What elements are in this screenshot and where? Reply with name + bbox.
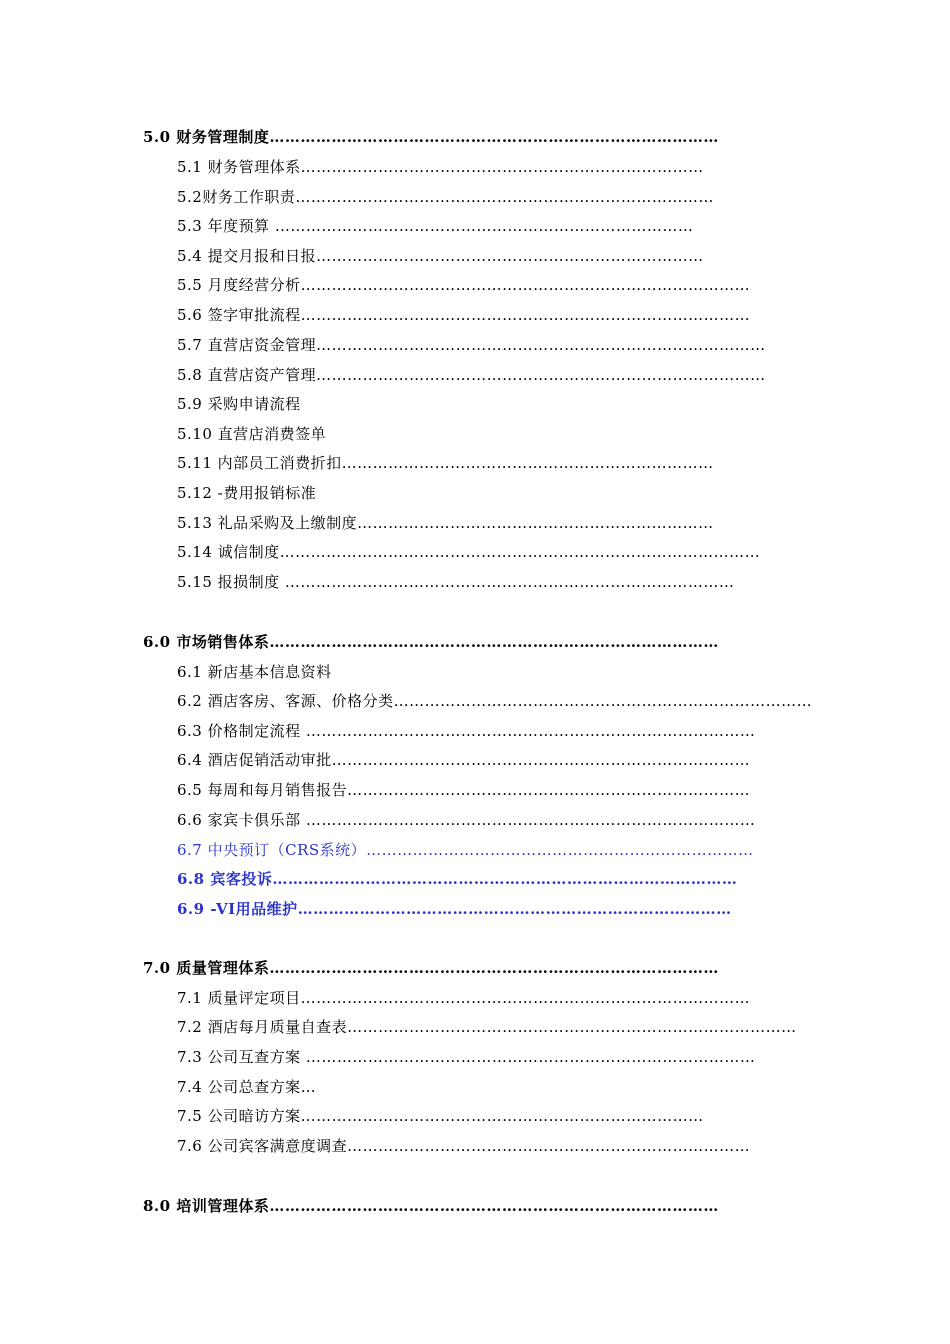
toc-item-5-12: 5.12 -费用报销标准 xyxy=(177,484,317,502)
toc-item-5-13: 5.13 礼品采购及上缴制度…………………………………………………………… xyxy=(177,514,714,532)
toc-section-8: 8.0 培训管理体系…………………………………………………………………………… xyxy=(143,1197,719,1215)
toc-item-5-4: 5.4 提交月报和日报………………………………………………………………… xyxy=(177,247,704,265)
toc-item-5-3: 5.3 年度预算 ……………………………………………………………………… xyxy=(177,217,694,235)
toc-item-5-7: 5.7 直营店资金管理…………………………………………………………………………… xyxy=(177,336,766,354)
toc-item-6-2: 6.2 酒店客房、客源、价格分类……………………………………………………………………… xyxy=(177,692,813,710)
toc-item-5-10: 5.10 直营店消费签单 xyxy=(177,425,327,443)
toc-item-5-11: 5.11 内部员工消费折扣……………………………………………………………… xyxy=(177,454,714,472)
toc-item-6-5: 6.5 每周和每月销售报告…………………………………………………………………… xyxy=(177,781,751,799)
toc-item-6-4: 6.4 酒店促销活动审批……………………………………………………………………… xyxy=(177,751,751,769)
toc-item-5-1: 5.1 财务管理体系…………………………………………………………………… xyxy=(177,158,704,176)
toc-item-6-3: 6.3 价格制定流程 …………………………………………………………………………… xyxy=(177,722,756,740)
toc-item-7-1: 7.1 质量评定项目…………………………………………………………………………… xyxy=(177,989,751,1007)
toc-item-5-2: 5.2财务工作职责……………………………………………………………………… xyxy=(177,188,714,206)
toc-item-5-9: 5.9 采购申请流程 xyxy=(177,395,301,413)
toc-item-5-15: 5.15 报损制度 …………………………………………………………………………… xyxy=(177,573,735,591)
toc-section-6: 6.0 市场销售体系…………………………………………………………………………… xyxy=(143,633,719,651)
toc-item-7-5: 7.5 公司暗访方案…………………………………………………………………… xyxy=(177,1107,704,1125)
toc-item-7-6: 7.6 公司宾客满意度调查…………………………………………………………………… xyxy=(177,1137,751,1155)
toc-item-7-2: 7.2 酒店每月质量自查表…………………………………………………………………………… xyxy=(177,1018,797,1036)
toc-item-6-6: 6.6 家宾卡俱乐部 …………………………………………………………………………… xyxy=(177,811,756,829)
toc-item-5-5: 5.5 月度经营分析…………………………………………………………………………… xyxy=(177,276,751,294)
toc-item-5-14: 5.14 诚信制度………………………………………………………………………………… xyxy=(177,543,761,561)
toc-section-7: 7.0 质量管理体系…………………………………………………………………………… xyxy=(143,959,719,977)
toc-item-5-8: 5.8 直营店资产管理…………………………………………………………………………… xyxy=(177,366,766,384)
toc-item-6-1: 6.1 新店基本信息资料 xyxy=(177,663,332,681)
toc-item-6-7: 6.7 中央预订（CRS系统）………………………………………………………………… xyxy=(177,841,754,859)
toc-item-7-4: 7.4 公司总查方案… xyxy=(177,1078,317,1096)
toc-item-6-9: 6.9 -VI用品维护………………………………………………………………………… xyxy=(177,900,732,918)
toc-section-5: 5.0 财务管理制度…………………………………………………………………………… xyxy=(143,128,719,146)
toc-item-5-6: 5.6 签字审批流程…………………………………………………………………………… xyxy=(177,306,751,324)
toc-item-6-8: 6.8 宾客投诉……………………………………………………………………………… xyxy=(177,870,738,888)
toc-item-7-3: 7.3 公司互查方案 …………………………………………………………………………… xyxy=(177,1048,756,1066)
